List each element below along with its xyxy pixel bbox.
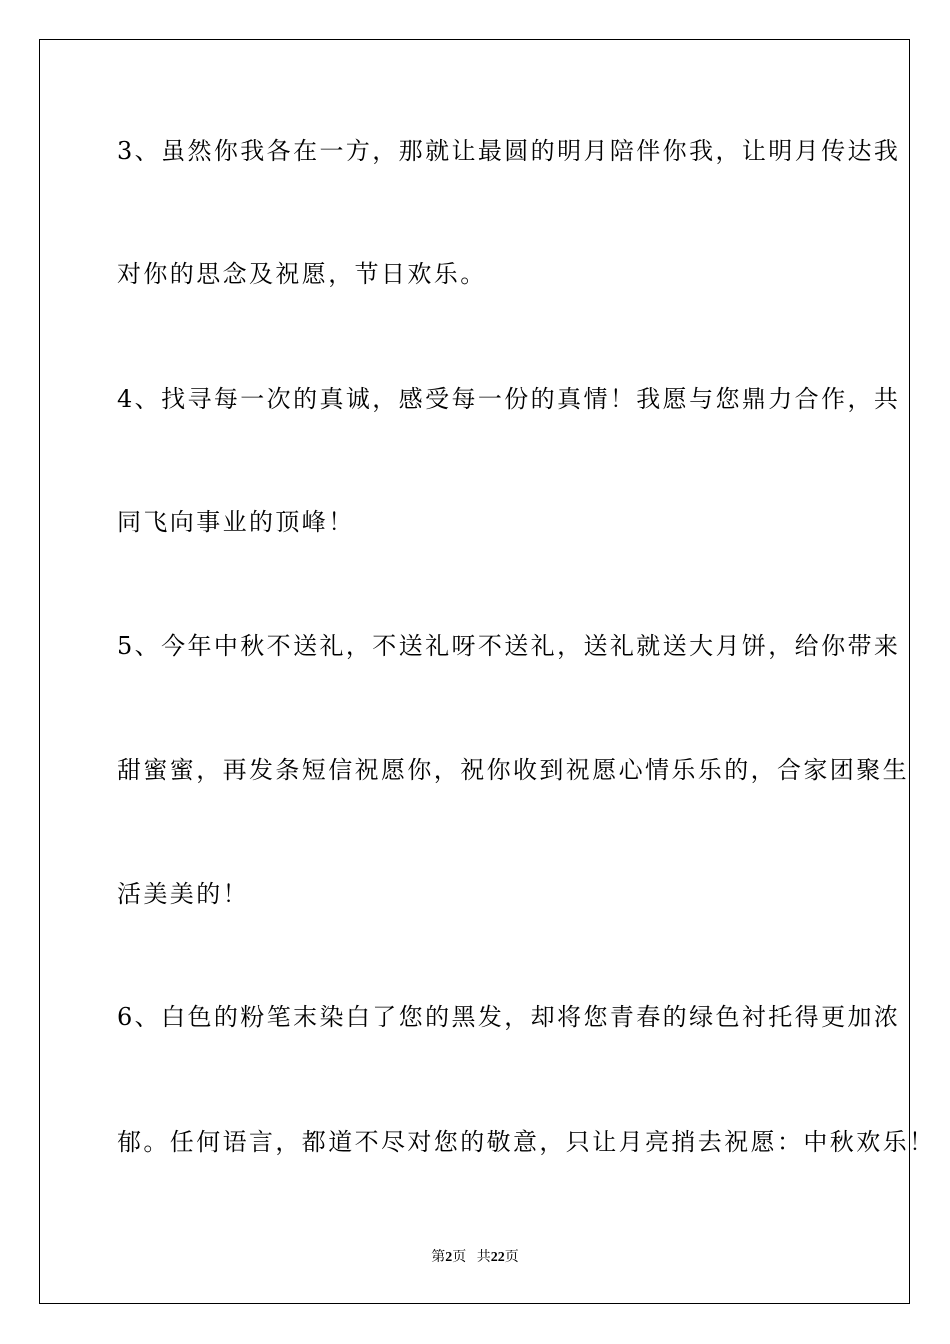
page-suffix: 页 [452, 1250, 467, 1265]
paragraph-4-line-1: 4、找寻每一次的真诚，感受每一份的真情！我愿与您鼎力合作，共 [117, 385, 901, 413]
total-pages: 22 [490, 1250, 505, 1265]
page-prefix: 第 [431, 1250, 446, 1265]
total-prefix: 共 [476, 1250, 491, 1265]
page-number: 2 [445, 1250, 453, 1265]
paragraph-5-line-2: 甜蜜蜜，再发条短信祝愿你，祝你收到祝愿心情乐乐的，合家团聚生 [117, 756, 909, 784]
page-footer [0, 1246, 950, 1266]
paragraph-5-line-1: 5、今年中秋不送礼，不送礼呀不送礼，送礼就送大月饼，给你带来 [117, 632, 901, 660]
total-suffix: 页 [504, 1250, 519, 1265]
paragraph-6-line-2: 郁。任何语言，都道不尽对您的敬意，只让月亮捎去祝愿：中秋欢乐！ [117, 1128, 936, 1156]
paragraph-5-line-3: 活美美的！ [117, 880, 249, 908]
paragraph-6-line-1: 6、白色的粉笔末染白了您的黑发，却将您青春的绿色衬托得更加浓 [117, 1003, 901, 1031]
paragraph-3-line-1: 3、虽然你我各在一方，那就让最圆的明月陪伴你我，让明月传达我 [117, 137, 901, 165]
page-border [39, 39, 910, 1304]
paragraph-3-line-2: 对你的思念及祝愿，节日欢乐。 [117, 260, 487, 288]
paragraph-4-line-2: 同飞向事业的顶峰！ [117, 508, 355, 536]
